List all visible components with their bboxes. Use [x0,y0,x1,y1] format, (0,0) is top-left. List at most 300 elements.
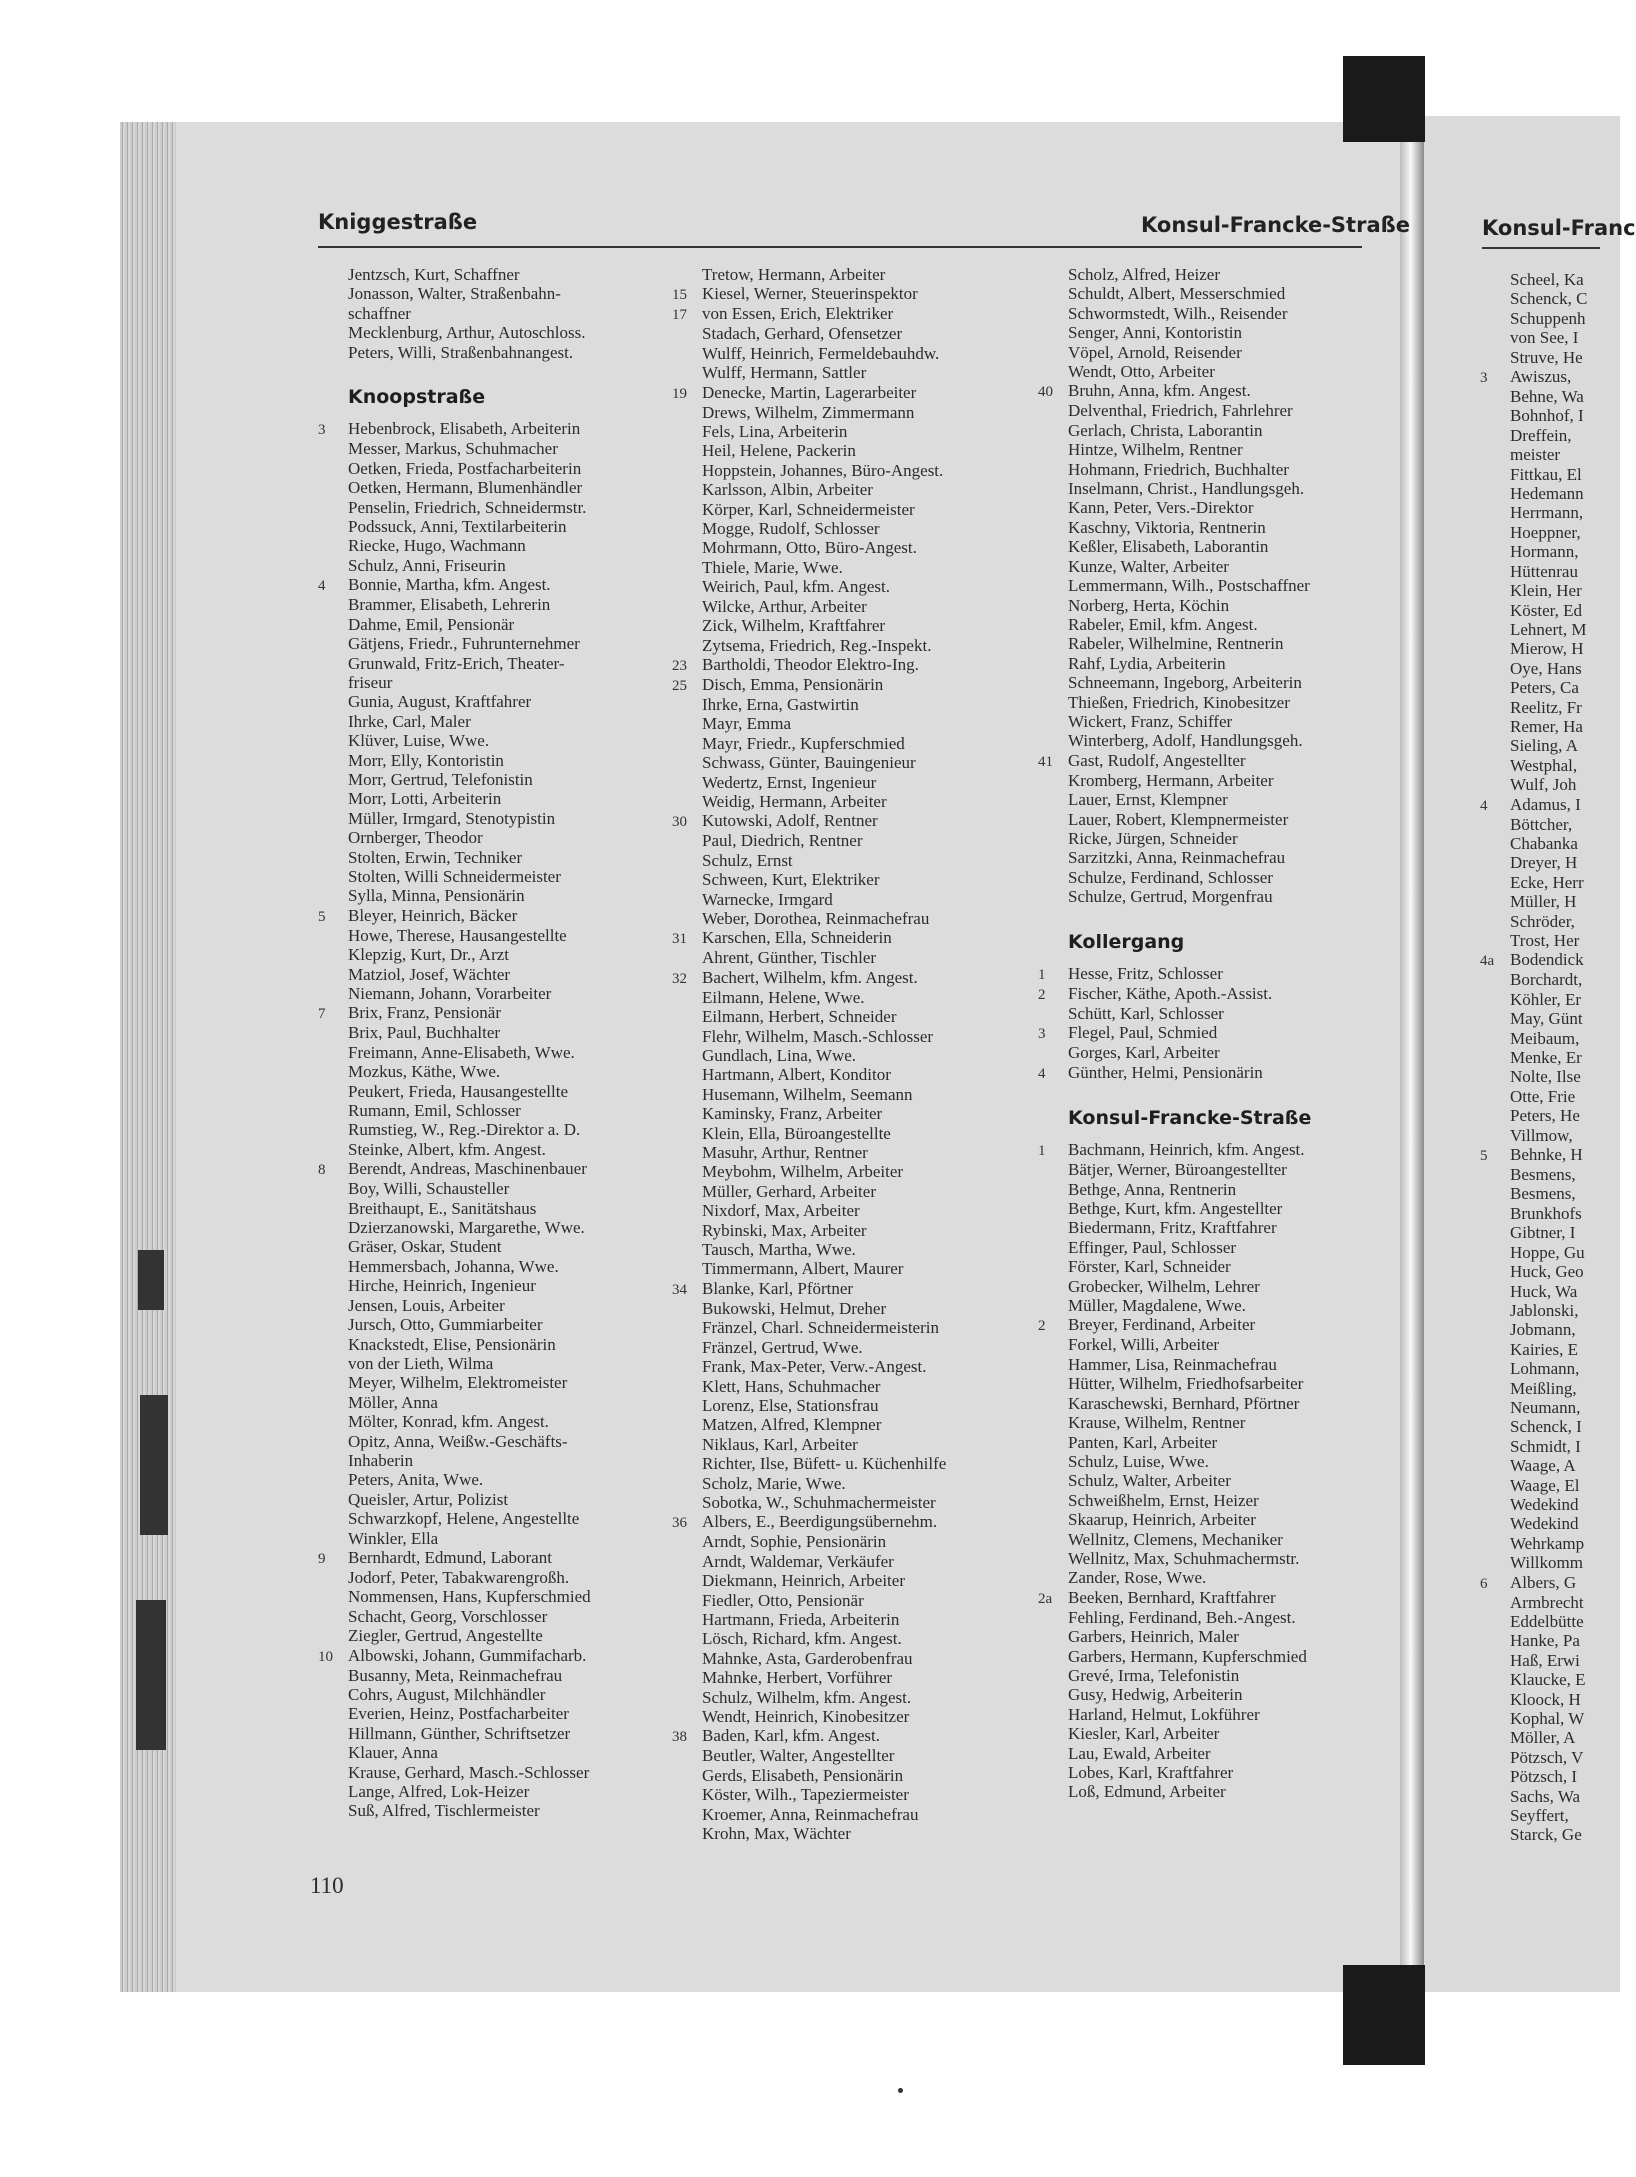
resident-entry [672,1512,1012,1532]
resident-entry-text: Scholz, Marie, Wwe. [702,1473,846,1493]
resident-entry [1038,1568,1368,1587]
resident-entry-text: Wellnitz, Clemens, Mechaniker [1068,1529,1283,1549]
resident-entry [318,1685,648,1704]
resident-entry [318,789,648,808]
resident-entry-text: Rahf, Lydia, Arbeiterin [1068,653,1226,673]
house-number: 15 [672,287,687,304]
resident-entry-text: Opitz, Anna, Weißw.-Geschäfts- [348,1431,568,1451]
resident-entry-text: Busanny, Meta, Reinmachefrau [348,1665,563,1685]
book-spine [1400,118,1424,1992]
resident-entry [672,1240,1012,1259]
resident-entry-text: Schulz, Wilhelm, kfm. Angest. [702,1687,912,1707]
resident-entry-text: Wilcke, Arthur, Arbeiter [702,596,867,616]
resident-entry-text: Waage, A [1510,1456,1576,1476]
resident-entry-text: Mahnke, Herbert, Vorführer [702,1668,893,1688]
resident-entry-text: Kaminsky, Franz, Arbeiter [702,1104,883,1124]
resident-entry [1480,1145,1600,1165]
resident-entry-text: Zander, Rose, Wwe. [1068,1568,1207,1588]
resident-entry-text: Karschen, Ella, Schneiderin [702,928,892,948]
resident-entry [672,500,1012,519]
resident-entry [1480,639,1600,658]
resident-entry-text: Beeken, Bernhard, Kraftfahrer [1068,1587,1276,1607]
resident-entry [1480,1631,1600,1650]
resident-entry-text: Baden, Karl, kfm. Angest. [702,1726,880,1746]
house-number: 38 [672,1729,687,1746]
resident-entry [672,675,1012,695]
resident-entry-text: Dreffein, [1510,425,1572,445]
resident-entry-text: Bohnhof, I [1510,406,1584,426]
resident-entry [318,1451,648,1470]
resident-entry-text: Weidig, Hermann, Arbeiter [702,791,887,811]
resident-entry [318,1159,648,1179]
resident-entry [1480,1165,1600,1184]
resident-entry [672,1201,1012,1220]
resident-entry [672,968,1012,988]
resident-entry [672,1532,1012,1551]
resident-entry [318,1763,648,1782]
resident-entry [1480,1709,1600,1728]
resident-entry-text: Beutler, Walter, Angestellter [702,1746,895,1766]
resident-entry-text: von See, I [1510,328,1579,348]
resident-entry [672,773,1012,792]
resident-entry [672,1259,1012,1278]
resident-entry-text: Scheel, Ka [1510,270,1584,289]
resident-entry [1038,1705,1368,1724]
resident-entry [318,1432,648,1451]
resident-entry [1480,950,1600,970]
resident-entry-text: Nommensen, Hans, Kupferschmied [348,1587,591,1607]
margin-blot [140,1395,168,1535]
resident-entry-text: Oye, Hans [1510,658,1582,678]
resident-entry-text: Schulz, Ernst [702,850,793,870]
resident-entry [1480,601,1600,620]
listing-column-4 [1480,270,1600,1845]
resident-entry-text: Bachmann, Heinrich, kfm. Angest. [1068,1140,1305,1160]
resident-entry [1480,406,1600,425]
house-number: 5 [318,908,326,925]
resident-entry [672,422,1012,441]
resident-entry-text: Howe, Therese, Hausangestellte [348,925,567,945]
resident-entry [318,1218,648,1237]
resident-entry [672,363,1012,382]
resident-entry [672,1124,1012,1143]
resident-entry [318,1548,648,1568]
house-number: 4a [1480,953,1495,970]
house-number: 4 [1480,797,1488,814]
resident-entry-text: Ihrke, Erna, Gastwirtin [702,694,859,714]
resident-entry [318,1801,648,1820]
resident-entry-text: Mohrmann, Otto, Büro-Angest. [702,538,917,558]
resident-entry [1480,1126,1600,1145]
resident-entry [318,654,648,673]
resident-entry [1038,1394,1368,1413]
resident-entry [1480,1184,1600,1203]
resident-entry-text: Lohmann, [1510,1359,1580,1379]
resident-entry [1038,1413,1368,1432]
resident-entry-text: Hüttenrau [1510,561,1578,581]
resident-entry-text: Kiesler, Karl, Arbeiter [1068,1724,1220,1744]
resident-entry [1038,868,1368,887]
resident-entry [318,634,648,653]
resident-entry-text: Klett, Hans, Schuhmacher [702,1376,881,1396]
resident-entry-text: Wulff, Hermann, Sattler [702,363,867,383]
resident-entry [1038,887,1368,906]
resident-entry-text: Peters, Willi, Straßenbahnangest. [348,342,574,362]
resident-entry [1038,731,1368,750]
resident-entry-text: Timmermann, Albert, Maurer [702,1259,904,1279]
resident-entry [318,459,648,478]
resident-entry-text: Wendt, Otto, Arbeiter [1068,362,1215,382]
resident-entry [1480,445,1600,464]
resident-entry-text: Armbrecht [1510,1592,1584,1612]
resident-entry [1480,1398,1600,1417]
resident-entry-text: Delventhal, Friedrich, Fahrlehrer [1068,401,1293,421]
resident-entry-text: Möller, A [1510,1728,1576,1748]
resident-entry-text: Schulze, Gertrud, Morgenfrau [1068,887,1273,907]
resident-entry-text: Adamus, I [1510,794,1581,814]
resident-entry-text: Jursch, Otto, Gummiarbeiter [348,1315,543,1335]
resident-entry [1480,659,1600,678]
resident-entry-text: Ihrke, Carl, Maler [348,711,471,731]
house-number: 36 [672,1515,687,1532]
resident-entry [1038,1063,1368,1083]
resident-entry-text: Flehr, Wilhelm, Masch.-Schlosser [702,1026,934,1046]
resident-entry-text: Diekmann, Heinrich, Arbeiter [702,1571,905,1591]
resident-entry [1480,1029,1600,1048]
resident-entry-text: Loß, Edmund, Arbeiter [1068,1782,1226,1802]
resident-entry-text: Jonasson, Walter, Straßenbahn- [348,284,561,304]
resident-entry [1480,1767,1600,1786]
resident-entry-text: Eddelbütte [1510,1612,1584,1631]
resident-entry [318,926,648,945]
street-heading-text: Kollergang [1068,930,1185,953]
resident-entry-text: Bernhardt, Edmund, Laborant [348,1547,552,1567]
resident-entry [672,1046,1012,1065]
resident-entry-text: Lange, Alfred, Lok-Heizer [348,1782,530,1802]
resident-entry [1038,1491,1368,1510]
resident-entry-text: Hedemann [1510,484,1584,504]
resident-entry [318,1490,648,1509]
resident-entry-text: Cohrs, August, Milchhändler [348,1685,546,1704]
resident-entry [1480,1456,1600,1475]
resident-entry-text: Matziol, Josef, Wächter [348,964,511,984]
resident-entry-text: Harland, Helmut, Lokführer [1068,1704,1260,1724]
resident-entry-text: Ecke, Herr [1510,872,1584,892]
resident-entry [318,1743,648,1762]
resident-entry-text: Hintze, Wilhelm, Rentner [1068,440,1243,460]
resident-entry-text: Awiszus, [1510,367,1572,387]
resident-entry [1480,1476,1600,1495]
resident-entry [672,284,1012,304]
resident-entry-text: Stolten, Erwin, Techniker [348,847,523,867]
resident-entry [318,1062,648,1081]
resident-entry-text: Klaucke, E [1510,1670,1586,1690]
resident-entry-text: Wickert, Franz, Schiffer [1068,711,1233,731]
resident-entry [1480,1379,1600,1398]
resident-entry [1480,1301,1600,1320]
resident-entry-text: Hoeppner, [1510,522,1581,542]
resident-entry [1480,1806,1600,1825]
resident-entry-text: Huck, Geo [1510,1262,1584,1282]
resident-entry [672,1221,1012,1240]
resident-entry-text: Zick, Wilhelm, Kraftfahrer [702,616,886,636]
resident-entry [1480,562,1600,581]
resident-entry-text: Schütt, Karl, Schlosser [1068,1004,1224,1023]
resident-entry [672,265,1012,284]
resident-entry [1038,1724,1368,1743]
resident-entry-text: Schenck, I [1510,1417,1582,1437]
resident-entry [1480,484,1600,503]
resident-entry [318,1043,648,1062]
margin-blot [136,1600,166,1750]
resident-entry [672,538,1012,557]
resident-entry-text: Sachs, Wa [1510,1786,1581,1806]
resident-entry [1480,1359,1600,1378]
house-number: 9 [318,1550,326,1567]
resident-entry-text: Denecke, Martin, Lagerarbeiter [702,382,917,402]
resident-entry [318,595,648,614]
resident-entry [672,383,1012,403]
resident-entry [1480,717,1600,736]
resident-entry-text: Hesse, Fritz, Schlosser [1068,964,1223,983]
resident-entry [1038,1685,1368,1704]
resident-entry-text: Jentzsch, Kurt, Schaffner [348,265,520,284]
house-number: 17 [672,307,687,324]
house-number: 2 [1038,987,1046,1003]
resident-entry-text: Bethge, Anna, Rentnerin [1068,1179,1237,1199]
resident-entry [1480,1593,1600,1612]
resident-entry [672,1338,1012,1357]
resident-entry [1038,810,1368,829]
resident-entry-text: Seyffert, [1510,1806,1569,1826]
resident-entry [318,284,648,303]
resident-entry-text: Forkel, Willi, Arbeiter [1068,1335,1220,1355]
resident-entry-text: Albowski, Johann, Gummifacharb. [348,1645,587,1665]
resident-entry [1480,1417,1600,1436]
resident-entry [318,1666,648,1685]
resident-entry-text: Rabeler, Wilhelmine, Rentnerin [1068,634,1284,654]
resident-entry [1480,1553,1600,1572]
resident-entry-text: Winterberg, Adolf, Handlungsgeh. [1068,731,1303,751]
street-heading-text: Knoopstraße [348,386,486,409]
resident-entry [672,1104,1012,1123]
resident-entry [318,517,648,536]
resident-entry [672,1299,1012,1318]
resident-entry-text: Gerds, Elisabeth, Pensionärin [702,1765,904,1785]
resident-entry-text: Frank, Max-Peter, Verw.-Angest. [702,1357,927,1377]
resident-entry-text: Biedermann, Fritz, Kraftfahrer [1068,1218,1277,1238]
resident-entry [672,480,1012,499]
resident-entry-text: Hartmann, Frieda, Arbeiterin [702,1609,900,1629]
listing-column-3 [1038,265,1368,1802]
resident-entry [1038,1257,1368,1276]
resident-entry [318,1646,648,1666]
resident-entry-text: Stadach, Gerhard, Ofensetzer [702,324,903,344]
resident-entry [1038,518,1368,537]
resident-entry [318,770,648,789]
resident-entry-text: Schwass, Günter, Bauingenieur [702,753,916,773]
resident-entry-text: Masuhr, Arthur, Rentner [702,1143,868,1163]
resident-entry-text: Gusy, Hedwig, Arbeiterin [1068,1685,1243,1705]
resident-entry [672,1629,1012,1648]
resident-entry [672,831,1012,850]
resident-entry-text: Lauer, Ernst, Klempner [1068,790,1228,810]
resident-entry [318,1335,648,1354]
resident-entry-text: Gerlach, Christa, Laborantin [1068,420,1263,440]
resident-entry-text: Bodendick [1510,950,1584,970]
resident-entry-text: Meybohm, Wilhelm, Arbeiter [702,1162,904,1182]
resident-entry [672,1785,1012,1804]
resident-entry-text: Köster, Ed [1510,600,1583,620]
next-page-header-title: Konsul-Franc [1482,216,1636,240]
resident-entry [1038,265,1368,284]
listing-column-1 [318,265,648,1821]
resident-entry [672,1824,1012,1843]
resident-entry-text: Inselmann, Christ., Handlungsgeh. [1068,479,1305,499]
resident-entry [1480,970,1600,989]
resident-entry [318,1354,648,1373]
resident-entry [1480,873,1600,892]
resident-entry-text: Messer, Markus, Schuhmacher [348,439,558,459]
resident-entry [1038,479,1368,498]
resident-entry-text: Rybinski, Max, Arbeiter [702,1220,867,1240]
resident-entry-text: Schröder, [1510,911,1575,931]
resident-entry [1480,1437,1600,1456]
resident-entry [1038,673,1368,692]
resident-entry [318,1140,648,1159]
street-heading [1038,907,1368,964]
resident-entry [1038,1315,1368,1335]
house-number: 1 [1038,967,1046,983]
resident-entry-text: Krause, Gerhard, Masch.-Schlosser [348,1762,590,1782]
resident-entry [1038,1335,1368,1354]
resident-entry [1038,1608,1368,1627]
resident-entry [672,558,1012,577]
resident-entry [672,714,1012,733]
resident-entry [672,577,1012,596]
resident-entry-text: Mayr, Emma [702,714,792,734]
house-number: 4 [318,578,326,595]
resident-entry-text: Mahnke, Asta, Garderobenfrau [702,1648,913,1668]
house-number: 6 [1480,1575,1488,1592]
resident-entry-text: Starck, Ge [1510,1825,1582,1845]
resident-entry-text: Waage, El [1510,1475,1580,1495]
resident-entry [1480,1534,1600,1553]
resident-entry-text: Wellnitz, Max, Schuhmachermstr. [1068,1548,1300,1568]
resident-entry [1038,1588,1368,1608]
house-number: 2a [1038,1590,1053,1607]
resident-entry [1480,1009,1600,1028]
resident-entry [318,615,648,634]
resident-entry-text: Arndt, Sophie, Pensionärin [702,1532,887,1552]
resident-entry [1038,1199,1368,1218]
resident-entry [1038,421,1368,440]
resident-entry-text: Hoppstein, Johannes, Büro-Angest. [702,460,944,480]
resident-entry-text: Vöpel, Arnold, Reisender [1068,342,1242,362]
resident-entry-text: Westphal, [1510,755,1578,775]
resident-entry [672,1552,1012,1571]
binding-clip-bottom [1343,1965,1425,2065]
resident-entry [1480,348,1600,367]
resident-entry [1038,712,1368,731]
resident-entry [1038,1296,1368,1315]
resident-entry [318,1704,648,1723]
resident-entry-text: Warnecke, Irmgard [702,889,833,909]
resident-entry-text: Paul, Diedrich, Rentner [702,831,863,851]
resident-entry-text: Schulz, Anni, Friseurin [348,555,506,575]
resident-entry [1038,634,1368,653]
resident-entry-text: Wulf, Joh [1510,775,1577,795]
resident-entry [672,1377,1012,1396]
resident-entry [1480,853,1600,872]
street-heading-text: Konsul-Francke-Straße [1068,1106,1312,1129]
resident-entry [1038,537,1368,556]
resident-entry-text: Schween, Kurt, Elektriker [702,870,880,890]
page-number: 110 [310,1873,344,1898]
resident-entry [318,751,648,770]
resident-entry [1038,1763,1368,1782]
resident-entry-text: Bleyer, Heinrich, Bäcker [348,905,518,925]
resident-entry [1038,751,1368,771]
resident-entry-text: Albers, E., Beerdigungsübernehm. [702,1512,938,1532]
resident-entry [1038,1627,1368,1646]
resident-entry [1038,615,1368,634]
resident-entry-text: Jensen, Louis, Arbeiter [348,1295,505,1315]
resident-entry [672,655,1012,675]
resident-entry-text: Brunkhofs [1510,1203,1582,1223]
resident-entry [672,870,1012,889]
resident-entry [672,1707,1012,1726]
resident-entry [318,692,648,711]
house-number: 25 [672,677,687,694]
header-rule [318,246,1362,248]
resident-entry [318,1179,648,1198]
resident-entry [672,1591,1012,1610]
resident-entry-text: friseur [348,672,393,692]
resident-entry-text: Fels, Lina, Arbeiterin [702,422,848,442]
resident-entry-text: Kaschny, Viktoria, Rentnerin [1068,517,1266,537]
resident-entry [1480,1106,1600,1125]
resident-entry-text: Peters, Anita, Wwe. [348,1470,484,1490]
resident-entry-text: Schulze, Ferdinand, Schlosser [1068,867,1273,887]
resident-entry-text: Effinger, Paul, Schlosser [1068,1237,1237,1257]
resident-entry-text: Jablonski, [1510,1300,1579,1320]
resident-entry-text: Behne, Wa [1510,387,1584,407]
resident-entry-text: Wendt, Heinrich, Kinobesitzer [702,1707,910,1726]
resident-entry [672,461,1012,480]
resident-entry-text: Meyer, Wilhelm, Elektromeister [348,1373,568,1393]
resident-entry [1480,328,1600,347]
resident-entry-text: Förster, Karl, Schneider [1068,1257,1231,1277]
resident-entry [1480,1048,1600,1067]
resident-entry [1038,654,1368,673]
resident-entry-text: Krohn, Max, Wächter [702,1824,851,1844]
resident-entry [672,1454,1012,1473]
resident-entry [1038,1238,1368,1257]
resident-entry-text: Kann, Peter, Vers.-Direktor [1068,498,1254,518]
resident-entry [672,597,1012,616]
resident-entry-text: Günther, Helmi, Pensionärin [1068,1062,1263,1082]
resident-entry [1480,620,1600,639]
resident-entry [1038,829,1368,848]
resident-entry-text: Müller, H [1510,892,1577,912]
resident-entry [1038,1277,1368,1296]
resident-entry-text: Klepzig, Kurt, Dr., Arzt [348,945,509,965]
resident-entry-text: Schenck, C [1510,289,1588,309]
resident-entry-text: Mozkus, Käthe, Wwe. [348,1062,501,1082]
resident-entry [1038,1530,1368,1549]
resident-entry-text: Bonnie, Martha, kfm. Angest. [348,575,551,595]
